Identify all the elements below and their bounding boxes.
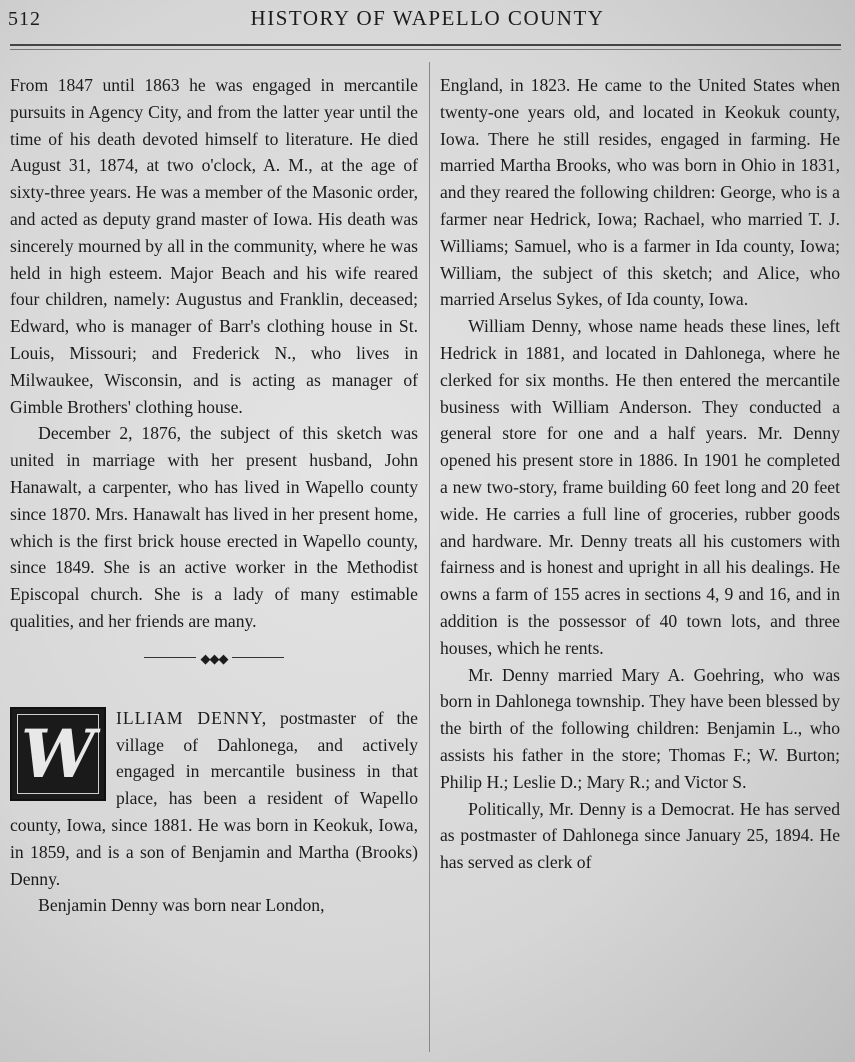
running-title: HISTORY OF WAPELLO COUNTY — [250, 6, 605, 30]
ornament-line — [232, 657, 284, 658]
decorative-initial — [10, 707, 106, 801]
page-header — [0, 4, 855, 40]
paragraph: Politically, Mr. Denny is a Democrat. He has served as postmaster of Dahlonega since January 25, 1894. He has served as clerk of — [440, 798, 840, 873]
dropcap-letter: W — [20, 714, 96, 793]
paragraph: From 1847 until 1863 he was engaged in mercantile pursuits in Agency City, and from the latter year until the time of his death devoted himself to literature. He died August 31, 1874, at two o'clock, A. M., at the age of sixty-three years. He was a member of the Masonic order, and acted as deputy grand master of Iowa. His death was sincerely mourned by all in the community, where he was held in high esteem. Major Beach and his wife reared four children, namely: Augustus and Franklin, deceased; Edward, who is manager of Barr's clothing house in St. Louis, Missouri; and Frederick N., who lives in Milwaukee, Wisconsin, and is acting as manager of Gimble Brothers' clothing house. — [10, 75, 418, 417]
ornament-diamonds: ◆◆◆ — [200, 650, 228, 666]
header-rule — [10, 44, 841, 46]
left-column — [10, 72, 418, 1057]
page-number: 512 — [8, 8, 41, 30]
paragraph: Benjamin Denny was born near London, — [38, 895, 325, 916]
paragraph: William Denny, whose name heads these lines, left Hedrick in 1881, and located in Dahlonega, where he clerked for six months. He then entered the mercantile business with William Anderson. They conducted a general store for one and a half years. Mr. Denny opened his present store in 1886. In 1901 he completed a new two-story, frame building 60 feet long and 20 feet wide. He carries a full line of groceries, rubber goods and hardware. Mr. Denny treats all his customers with fairness and is honest and upright in all his dealings. He owns a farm of 155 acres in sections 4, 9 and 16, and in addition is the possessor of 40 town lots, and three houses, which he rents. — [440, 316, 840, 658]
right-column — [440, 72, 840, 1057]
biography-name: ILLIAM DENNY, — [116, 707, 268, 728]
paragraph: England, in 1823. He came to the United States when twenty-one years old, and located in Keokuk county, Iowa. There he still resides, engaged in farming. He married Martha Brooks, who was born in Ohio in 1831, and they reared the following children: George, who is a farmer near Hedrick, Iowa; Rachael, who married T. J. Williams; Samuel, who is a farmer in Ida county, Iowa; William, the subject of this sketch; and Alice, who married Arselus Sykes, of Ida county, Iowa. — [440, 75, 840, 310]
paragraph: Mr. Denny married Mary A. Goehring, who was born in Dahlonega township. They have been blessed by the birth of the following children: Benjamin L., who assists his father in the store; Thomas F.; W. Burton; Philip H.; Leslie D.; Mary R.; and Victor S. — [440, 664, 840, 792]
column-divider — [429, 62, 430, 1052]
paragraph: December 2, 1876, the subject of this sketch was united in marriage with her present husband, John Hanawalt, a carpenter, who has lived in Wapello county since 1870. Mrs. Hanawalt has lived in her present home, which is the first brick house erected in Wapello county, since 1849. She is an active worker in the Methodist Episcopal church. She is a lady of many estimable qualities, and her friends are many. — [10, 423, 418, 631]
header-rule-thin — [10, 49, 841, 50]
section-ornament — [144, 650, 284, 666]
biography-lead-paragraph — [10, 705, 418, 893]
biography-text: postmaster of the village of Dahlonega, and actively engaged in mercantile business in that place, has been a resident of Wapello county, Iowa, since 1881. He was born in Keokuk, Iowa, in 1859, and is a son of Benjamin and Martha (Brooks) Denny. — [10, 707, 418, 889]
ornament-line — [144, 657, 196, 658]
